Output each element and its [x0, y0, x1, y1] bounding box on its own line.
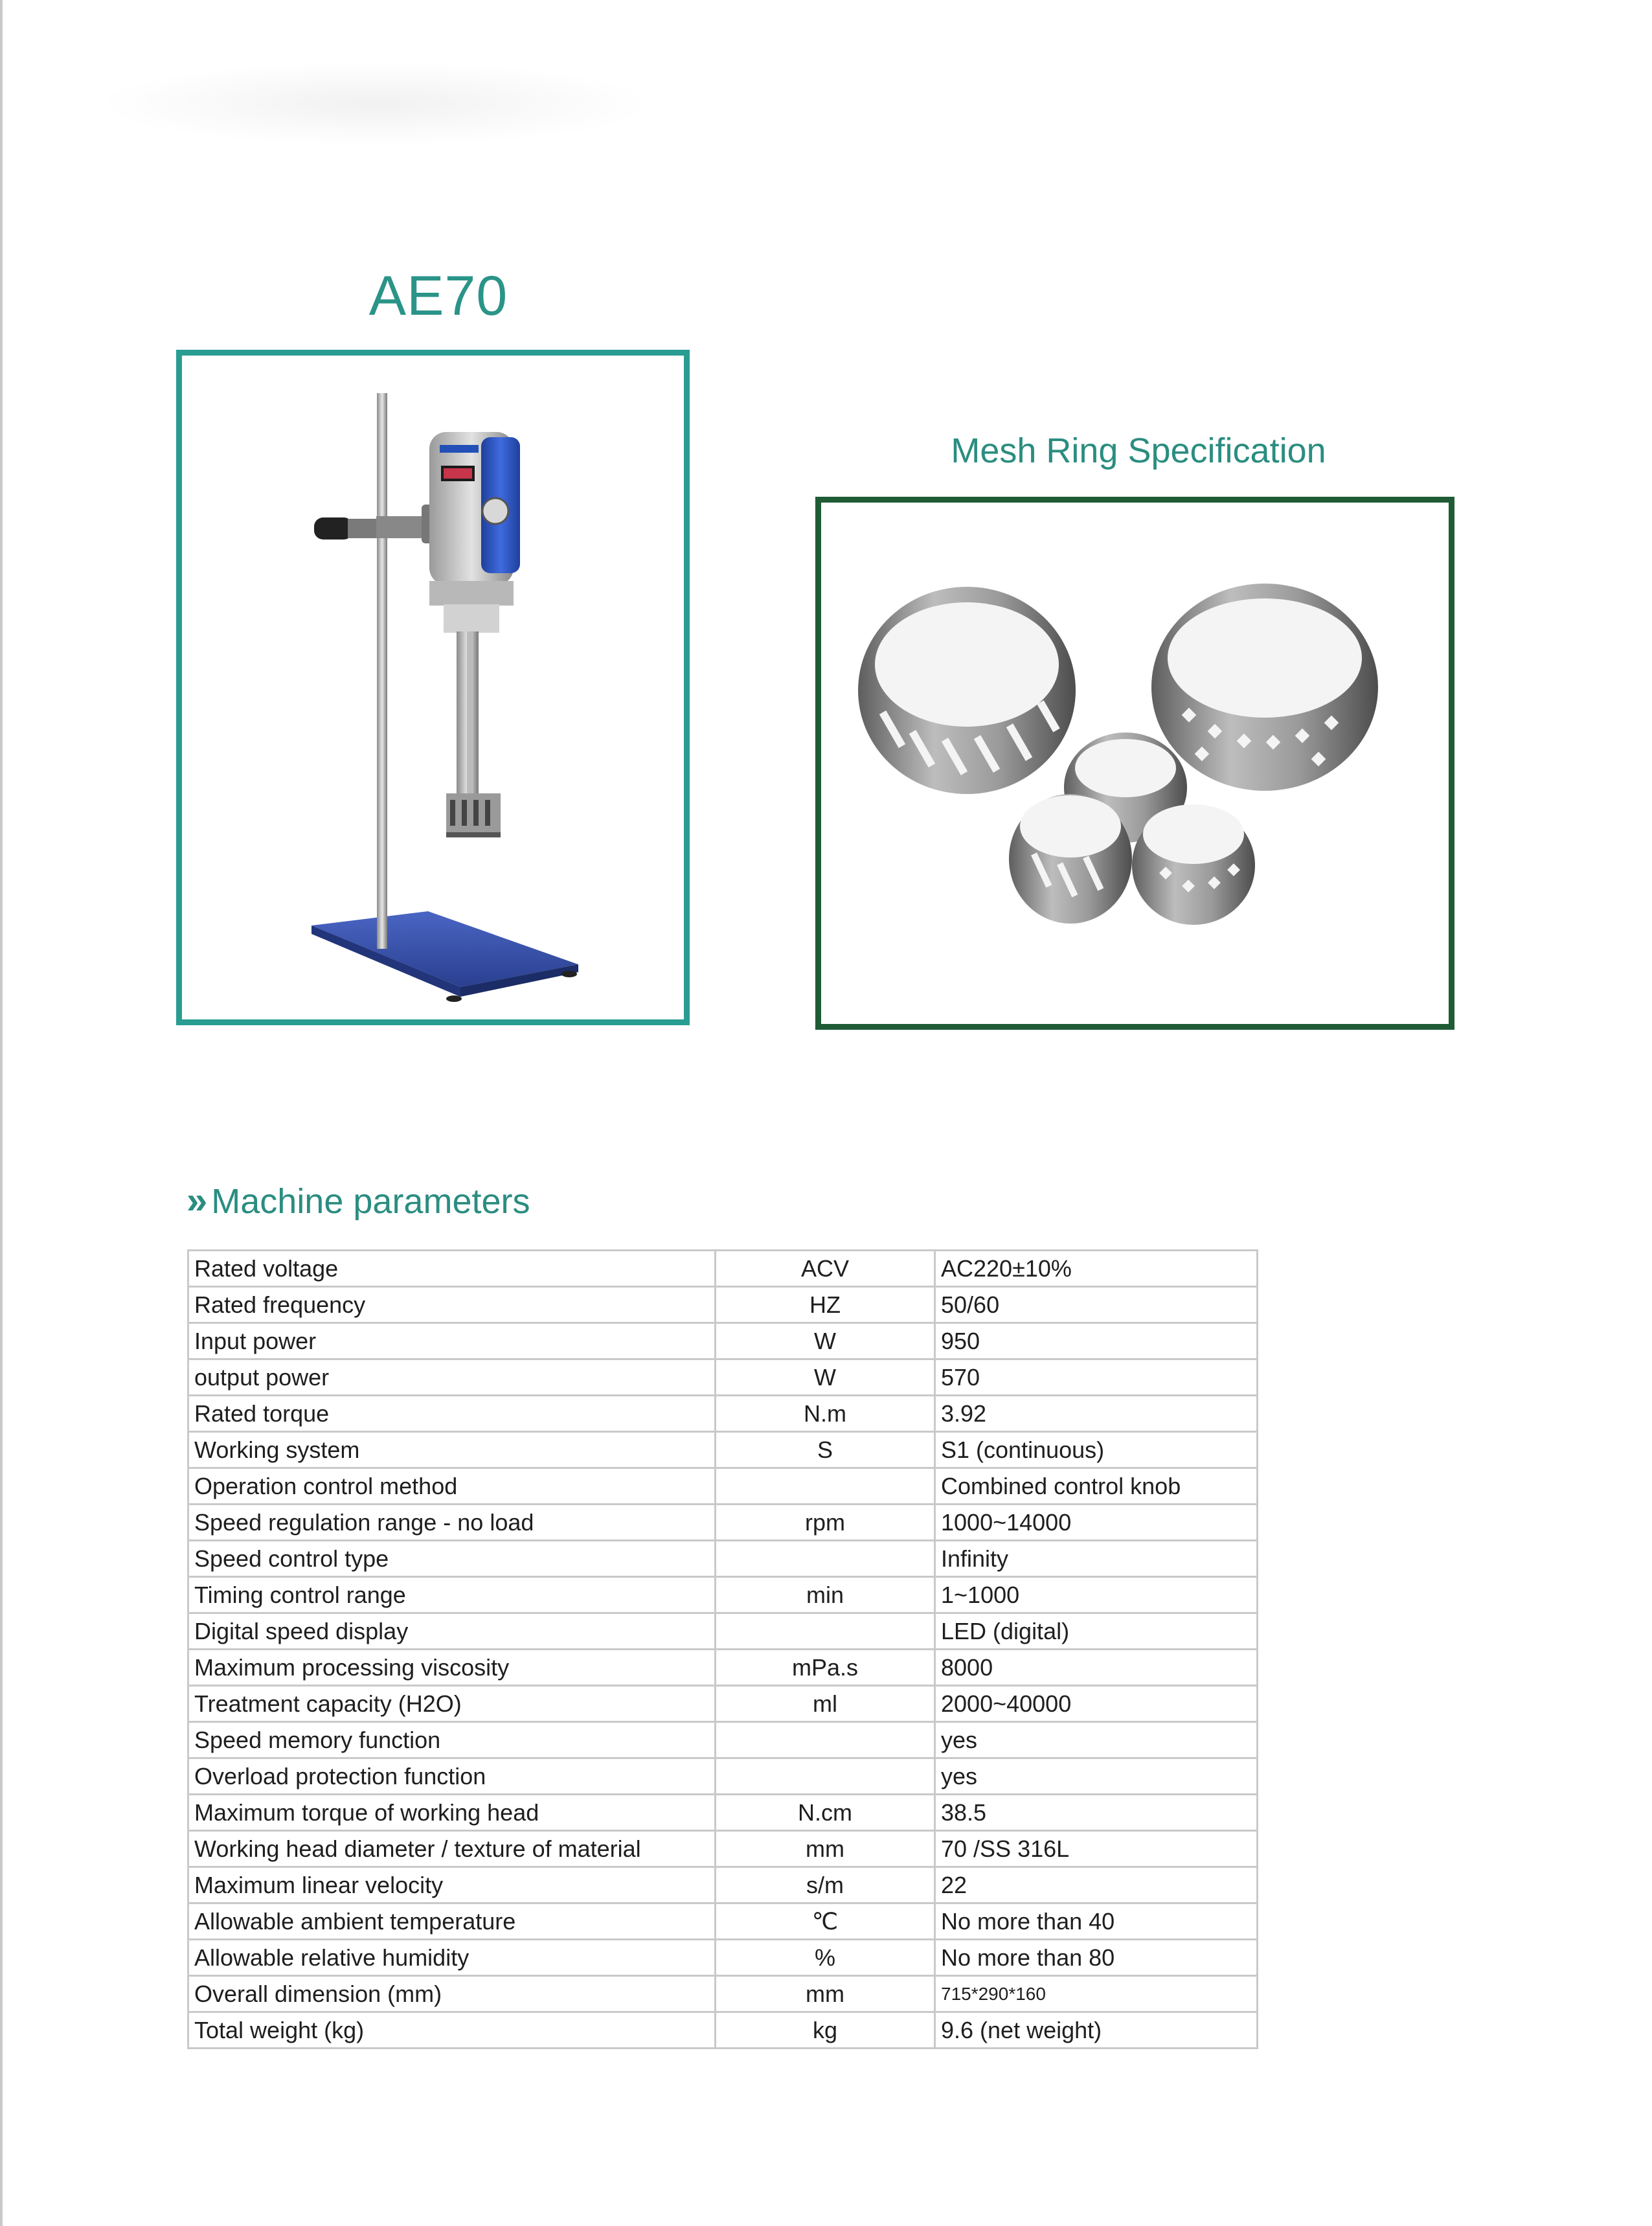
param-unit [716, 1541, 935, 1577]
product-image-frame [176, 350, 690, 1025]
table-row [188, 1323, 1258, 1359]
param-unit: ACV [716, 1251, 935, 1287]
param-value: LED (digital) [935, 1613, 1258, 1650]
param-value: No more than 40 [935, 1903, 1258, 1940]
param-value: 570 [935, 1359, 1258, 1396]
mesh-rings-image [821, 503, 1449, 1024]
machine-parameters-table [187, 1249, 1258, 2049]
table-row [188, 1613, 1258, 1650]
param-value: 715*290*160 [935, 1976, 1258, 2012]
table-row [188, 1795, 1258, 1831]
param-unit: min [716, 1577, 935, 1613]
param-unit: ℃ [716, 1903, 935, 1940]
param-name: Total weight (kg) [188, 2012, 716, 2049]
table-row [188, 1287, 1258, 1323]
param-unit [716, 1758, 935, 1795]
param-name: Operation control method [188, 1468, 716, 1505]
param-unit: HZ [716, 1287, 935, 1323]
table-row [188, 1867, 1258, 1903]
param-value: AC220±10% [935, 1251, 1258, 1287]
page-edge [0, 0, 3, 2226]
param-value: 950 [935, 1323, 1258, 1359]
param-name: Overall dimension (mm) [188, 1976, 716, 2012]
param-name: Speed regulation range - no load [188, 1505, 716, 1541]
param-name: Allowable relative humidity [188, 1940, 716, 1976]
param-name: Rated frequency [188, 1287, 716, 1323]
param-unit [716, 1613, 935, 1650]
param-value: 22 [935, 1867, 1258, 1903]
param-name: Input power [188, 1323, 716, 1359]
param-name: Maximum torque of working head [188, 1795, 716, 1831]
small-ring-right [1132, 804, 1255, 925]
table-row [188, 1396, 1258, 1432]
param-name: output power [188, 1359, 716, 1396]
param-unit: % [716, 1940, 935, 1976]
table-row [188, 1577, 1258, 1613]
param-unit [716, 1722, 935, 1758]
table-row [188, 1432, 1258, 1468]
param-unit: mm [716, 1831, 935, 1867]
param-name: Working head diameter / texture of material [188, 1831, 716, 1867]
table-row [188, 1831, 1258, 1867]
table-row [188, 1505, 1258, 1541]
table-row [188, 1686, 1258, 1722]
param-name: Maximum linear velocity [188, 1867, 716, 1903]
large-ring-right [1151, 584, 1378, 791]
param-value: yes [935, 1722, 1258, 1758]
param-value: 70 /SS 316L [935, 1831, 1258, 1867]
param-value: S1 (continuous) [935, 1432, 1258, 1468]
table-row [188, 1468, 1258, 1505]
param-unit: N.m [716, 1396, 935, 1432]
table-row [188, 1976, 1258, 2012]
param-unit: N.cm [716, 1795, 935, 1831]
table-row [188, 1650, 1258, 1686]
param-unit: S [716, 1432, 935, 1468]
table-row [188, 1903, 1258, 1940]
param-name: Overload protection function [188, 1758, 716, 1795]
param-unit: mm [716, 1976, 935, 2012]
large-ring-left [858, 587, 1076, 794]
table-row [188, 1758, 1258, 1795]
model-title: AE70 [368, 265, 508, 327]
double-chevron-icon: » [187, 1179, 208, 1221]
small-ring-left [1009, 794, 1132, 924]
param-unit [716, 1468, 935, 1505]
param-value: 1~1000 [935, 1577, 1258, 1613]
param-name: Allowable ambient temperature [188, 1903, 716, 1940]
param-unit: mPa.s [716, 1650, 935, 1686]
param-unit: s/m [716, 1867, 935, 1903]
faded-header [97, 62, 654, 146]
param-value: 38.5 [935, 1795, 1258, 1831]
param-name: Digital speed display [188, 1613, 716, 1650]
param-name: Rated torque [188, 1396, 716, 1432]
param-name: Treatment capacity (H2O) [188, 1686, 716, 1722]
table-row [188, 2012, 1258, 2049]
param-unit: W [716, 1323, 935, 1359]
param-name: Maximum processing viscosity [188, 1650, 716, 1686]
param-name: Rated voltage [188, 1251, 716, 1287]
param-name: Speed memory function [188, 1722, 716, 1758]
table-row [188, 1940, 1258, 1976]
param-name: Timing control range [188, 1577, 716, 1613]
param-unit: rpm [716, 1505, 935, 1541]
param-value: 2000~40000 [935, 1686, 1258, 1722]
param-value: yes [935, 1758, 1258, 1795]
mesh-ring-image-frame [815, 497, 1454, 1030]
machine-parameters-heading [187, 1179, 530, 1222]
param-value: No more than 80 [935, 1940, 1258, 1976]
param-name: Working system [188, 1432, 716, 1468]
param-value: 9.6 (net weight) [935, 2012, 1258, 2049]
mesh-ring-title: Mesh Ring Specification [951, 431, 1326, 470]
section-title-text: Machine parameters [211, 1182, 530, 1221]
param-name: Speed control type [188, 1541, 716, 1577]
param-value: 1000~14000 [935, 1505, 1258, 1541]
homogenizer-image [182, 356, 684, 1019]
param-unit: kg [716, 2012, 935, 2049]
param-value: Combined control knob [935, 1468, 1258, 1505]
param-value: 50/60 [935, 1287, 1258, 1323]
table-row [188, 1722, 1258, 1758]
param-unit: ml [716, 1686, 935, 1722]
param-unit: W [716, 1359, 935, 1396]
param-value: 3.92 [935, 1396, 1258, 1432]
param-value: Infinity [935, 1541, 1258, 1577]
table-row [188, 1251, 1258, 1287]
table-row [188, 1541, 1258, 1577]
param-value: 8000 [935, 1650, 1258, 1686]
table-row [188, 1359, 1258, 1396]
